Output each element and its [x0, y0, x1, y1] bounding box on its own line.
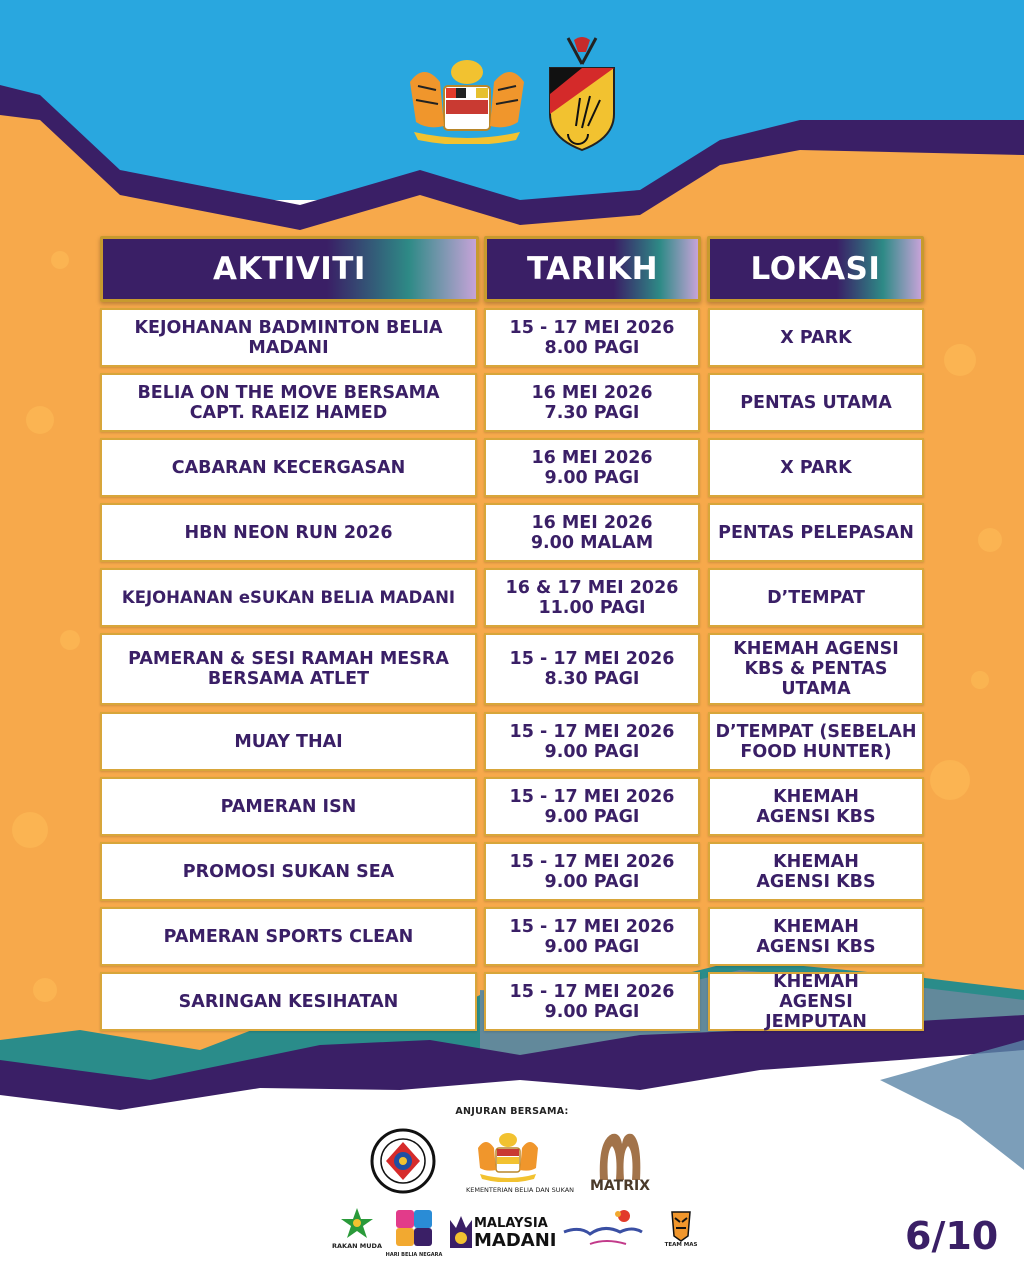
kbs-caption: KEMENTERIAN BELIA DAN SUKAN: [465, 1186, 575, 1194]
matrix-wordmark: MATRIX: [589, 1178, 650, 1194]
cell-aktiviti: MUAY THAI: [100, 712, 477, 771]
negeri-sembilan-crest-icon: [548, 34, 616, 152]
cell-lokasi: X PARK: [708, 308, 924, 367]
team-mas-caption: TEAM MAS: [664, 1242, 698, 1248]
cell-tarikh: 15 - 17 MEI 2026 9.00 PAGI: [484, 777, 700, 836]
cell-tarikh: 16 MEI 2026 9.00 PAGI: [484, 438, 700, 497]
cell-aktiviti: PAMERAN ISN: [100, 777, 477, 836]
majlis-belia-malaysia-logo: [370, 1128, 436, 1194]
cell-lokasi: D’TEMPAT: [708, 568, 924, 627]
team-mas-tiger-icon: [668, 1208, 694, 1242]
cell-aktiviti: HBN NEON RUN 2026: [100, 503, 477, 562]
cell-lokasi: KHEMAH AGENSI KBS: [708, 777, 924, 836]
cell-aktiviti: CABARAN KECERGASAN: [100, 438, 477, 497]
cell-lokasi: D’TEMPAT (SEBELAH FOOD HUNTER): [708, 712, 924, 771]
mbm-caption: [352, 1196, 454, 1202]
cell-lokasi: PENTAS PELEPASAN: [708, 503, 924, 562]
madani-bottom: MADANI: [474, 1230, 557, 1251]
cell-tarikh: 15 - 17 MEI 2026 8.30 PAGI: [484, 633, 700, 705]
cell-aktiviti: KEJOHANAN eSUKAN BELIA MADANI: [100, 568, 477, 627]
cell-tarikh: 16 MEI 2026 7.30 PAGI: [484, 373, 700, 432]
hbn-logo-icon: [394, 1208, 434, 1248]
header-aktiviti: AKTIVITI: [100, 236, 479, 302]
cell-lokasi: KHEMAH AGENSI KBS & PENTAS UTAMA: [708, 633, 924, 705]
cell-aktiviti: KEJOHANAN BADMINTON BELIA MADANI: [100, 308, 477, 367]
cell-tarikh: 15 - 17 MEI 2026 9.00 PAGI: [484, 842, 700, 901]
page-indicator: 6/10: [905, 1214, 999, 1258]
rakan-muda-caption: RAKAN MUDA: [332, 1242, 382, 1250]
matrix-logo-icon: [596, 1130, 644, 1180]
cell-lokasi: KHEMAH AGENSI KBS: [708, 907, 924, 966]
cell-lokasi: PENTAS UTAMA: [708, 373, 924, 432]
malaysia-madani-icon: [448, 1214, 474, 1250]
cell-aktiviti: PROMOSI SUKAN SEA: [100, 842, 477, 901]
malaysia-coat-of-arms-icon: [404, 52, 530, 144]
cell-tarikh: 15 - 17 MEI 2026 9.00 PAGI: [484, 907, 700, 966]
visit-malaysia-icon: [560, 1208, 646, 1254]
organizers-title: ANJURAN BERSAMA:: [455, 1106, 569, 1117]
rakan-muda-star-icon: [338, 1206, 376, 1242]
kbs-crest-logo: [474, 1130, 542, 1182]
hbn-caption: HARI BELIA NEGARA: [385, 1252, 443, 1258]
cell-tarikh: 15 - 17 MEI 2026 8.00 PAGI: [484, 308, 700, 367]
visit-malaysia-caption: [560, 1256, 646, 1262]
cell-aktiviti: PAMERAN SPORTS CLEAN: [100, 907, 477, 966]
cell-tarikh: 15 - 17 MEI 2026 9.00 PAGI: [484, 972, 700, 1031]
cell-tarikh: 15 - 17 MEI 2026 9.00 PAGI: [484, 712, 700, 771]
header-tarikh: TARIKH: [484, 236, 701, 302]
cell-lokasi: KHEMAH AGENSI KBS: [708, 842, 924, 901]
cell-aktiviti: SARINGAN KESIHATAN: [100, 972, 477, 1031]
cell-aktiviti: PAMERAN & SESI RAMAH MESRA BERSAMA ATLET: [100, 633, 477, 705]
header-lokasi: LOKASI: [707, 236, 924, 302]
madani-top: MALAYSIA: [474, 1216, 548, 1231]
cell-aktiviti: BELIA ON THE MOVE BERSAMA CAPT. RAEIZ HAMED: [100, 373, 477, 432]
cell-tarikh: 16 MEI 2026 9.00 MALAM: [484, 503, 700, 562]
cell-tarikh: 16 & 17 MEI 2026 11.00 PAGI: [484, 568, 700, 627]
cell-lokasi: X PARK: [708, 438, 924, 497]
cell-lokasi: KHEMAH AGENSI JEMPUTAN: [708, 972, 924, 1031]
